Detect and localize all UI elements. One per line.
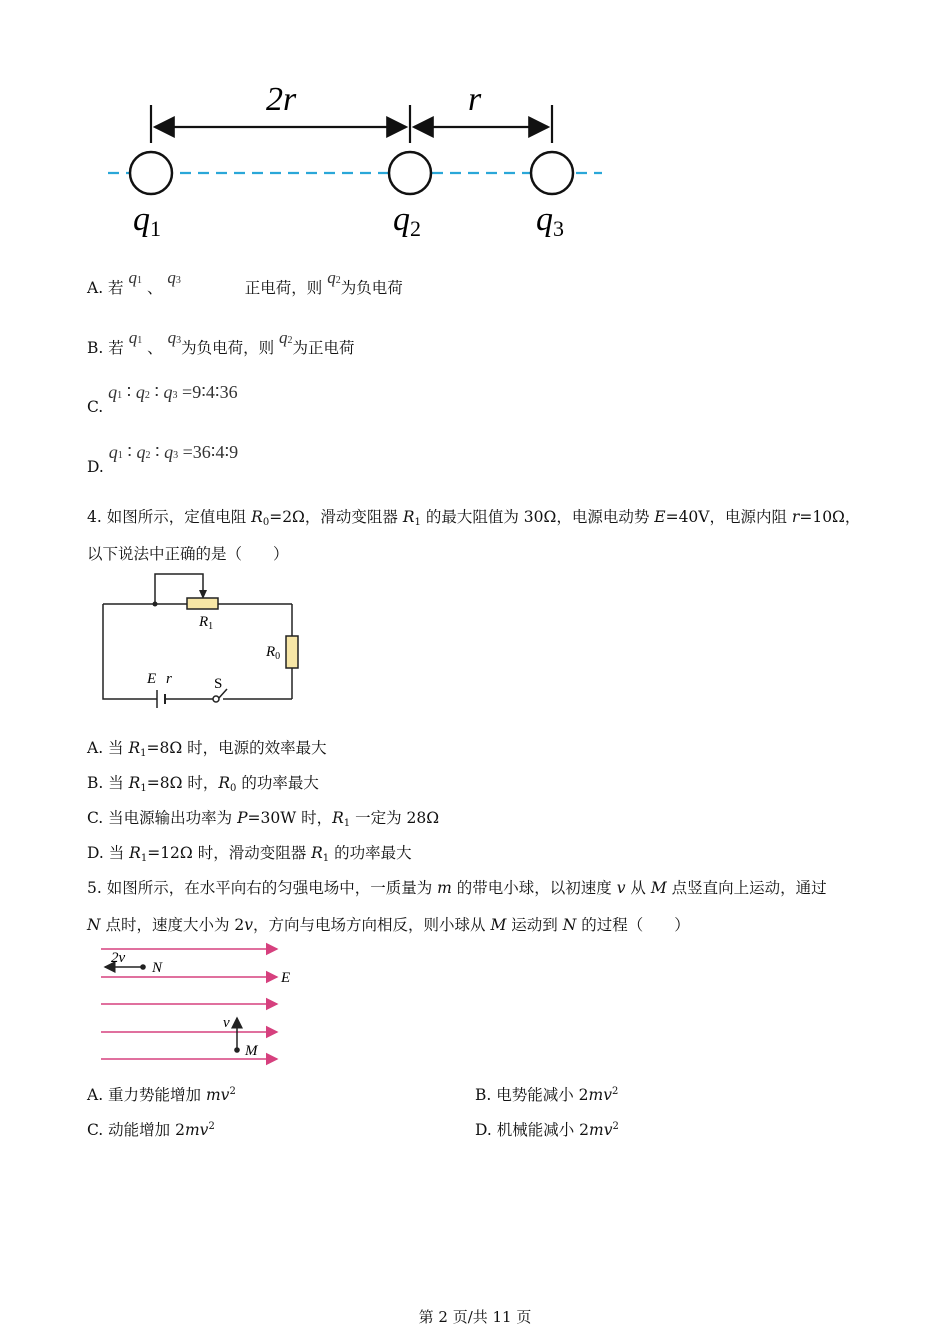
q3-option-a: A. 若 q1 、 q3 正电荷，则 q2为负电荷: [87, 268, 403, 297]
label-r: r: [468, 81, 482, 118]
svg-text:E: E: [147, 671, 157, 687]
q4-stem-line1: 4. 如图所示，定值电阻 $R_0=2\Omega$，滑动变阻器 $R_1$ 的最大阻值为 30Ω，电源电动势 E=40V，电源内阻 r=10Ω，: [87, 508, 861, 528]
switch-contact: [213, 696, 219, 702]
q3-option-b: B. 若 q1 、 q3为负电荷，则 q2为正电荷: [87, 328, 355, 357]
charges-figure: [100, 80, 610, 245]
point-n: [140, 964, 146, 970]
svg-text:2v: 2v: [111, 950, 126, 966]
q4-option-a: A. 当 $R_1=8\Omega$ 时，电源的效率最大: [87, 739, 327, 759]
q5-stem-line1: 5. 如图所示，在水平向右的匀强电场中，一质量为 m 的带电小球，以初速度 v 从 M 点竖直向上运动，通过: [87, 879, 827, 897]
q5-option-a: A. 重力势能增加 $mv^2$: [87, 1086, 236, 1104]
q5-option-c: C. 动能增加 $2mv^2$: [87, 1121, 215, 1139]
charge-q2: [389, 152, 431, 194]
q5-option-d: D. 机械能减小 $2mv^2$: [475, 1121, 619, 1139]
svg-text:M: M: [245, 1043, 258, 1059]
q3-option-c: C. q1 ∶ q2 ∶ q3 =9∶4∶36: [87, 382, 238, 416]
circuit-diagram: [95, 568, 310, 708]
svg-text:q1: [133, 201, 161, 241]
svg-text:E: E: [281, 970, 291, 986]
field-diagram: [95, 940, 310, 1068]
r0-resistor: [286, 636, 298, 668]
svg-text:N: N: [152, 960, 163, 976]
point-m: [234, 1047, 240, 1053]
charge-q1: [130, 152, 172, 194]
q3-sub: 3: [553, 216, 564, 241]
q2-label: q: [393, 201, 410, 238]
svg-text:r: r: [166, 671, 172, 687]
q1-label: q: [133, 201, 150, 238]
q2-sub: 2: [410, 216, 421, 241]
svg-text:q3: [536, 201, 564, 241]
r1-resistor: [187, 598, 218, 609]
page-footer: 第 2 页/共 11 页: [418, 1308, 532, 1326]
q5-option-b: B. 电势能减小 $2mv^2$: [475, 1086, 619, 1104]
q3-option-d: D. q1 ∶ q2 ∶ q3 =36∶4∶9: [87, 442, 239, 476]
q3-label: q: [536, 201, 553, 238]
svg-text:R1: $R_1$: [199, 614, 214, 632]
q4-option-d: D. 当 $R_1=12\Omega$ 时，滑动变阻器 $R_1$ 的功率最大: [87, 844, 412, 864]
charge-q3: [531, 152, 573, 194]
q4-option-b: B. 当 $R_1=8\Omega$ 时，$R_0$ 的功率最大: [87, 774, 319, 794]
svg-text:q2: [393, 201, 421, 241]
label-2r: 2r: [266, 81, 297, 118]
svg-text:v: v: [223, 1015, 230, 1031]
q1-sub: 1: [150, 216, 161, 241]
svg-text:S: S: [214, 676, 223, 692]
svg-text:R0: $R_0$: [266, 644, 281, 662]
q4-stem-line2: 以下说法中正确的是（ ）: [87, 545, 289, 563]
q5-stem-line2: N 点时，速度大小为 2v，方向与电场方向相反，则小球从 M 运动到 N 的过程（ ）: [87, 916, 690, 934]
q4-option-c: C. 当电源输出功率为 P=30W 时，$R_1$ 一定为 28Ω: [87, 809, 440, 829]
